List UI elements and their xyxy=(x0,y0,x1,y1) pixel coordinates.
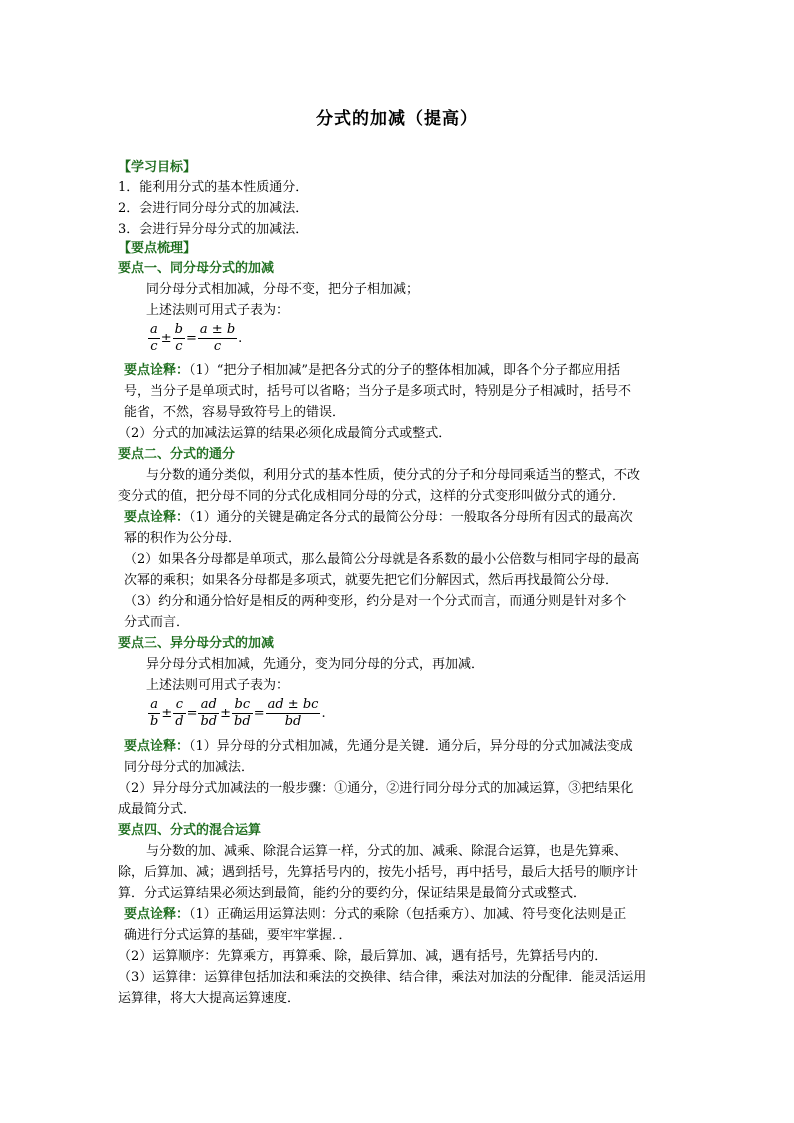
point3-formula: $\frac{a}{b}$ ± $\frac{c}{d}$ = $\frac{ad}{bd}$ ± $\frac{bc}{bd}$ = $\frac{ad \pm bc}{bd}$ . xyxy=(150,697,326,729)
point4-note2: （2）运算顺序：先算乘方，再算乘、除，最后算加、减，遇有括号，先算括号内的． xyxy=(118,949,608,964)
fraction-a-over-c: $\frac{a}{c}$ xyxy=(150,322,158,354)
point1-note1-line1: 要点诠释：（1）“把分子相加减”是把各分式的分子的整体相加减，即各个分子都应用括 xyxy=(124,363,621,378)
point4-paragraph-line2: 除，后算加、减；遇到括号，先算括号内的，按先小括号，再中括号，最后大括号的顺序计 xyxy=(118,865,639,880)
point2-note1-line2: 幂的积作为公分母． xyxy=(124,531,242,546)
point2-note3-line1: （3）约分和通分恰好是相反的两种变形，约分是对一个分式而言，而通分则是针对多个 xyxy=(124,594,627,609)
point3-note1-line1: 要点诠释：（1）异分母的分式相加减，先通分是关键．通分后，异分母的分式加减法变成 xyxy=(124,739,633,754)
point1-heading: 要点一、同分母分式的加减 xyxy=(118,261,275,276)
point1-note-label: 要点诠释： xyxy=(124,363,190,378)
point3-note-label: 要点诠释： xyxy=(124,739,190,754)
point1-note1-line3: 能省，不然，容易导致符号上的错误． xyxy=(124,405,346,420)
point4-paragraph-line1: 与分数的加、减乘、除混合运算一样，分式的加、减乘、除混合运算，也是先算乘、 xyxy=(146,844,628,859)
point4-note-label: 要点诠释： xyxy=(124,907,190,922)
point1-note1-line2: 号，当分子是单项式时，括号可以省略；当分子是多项式时，特别是分子相减时，括号不 xyxy=(124,384,632,399)
fraction-result-bd: $\frac{ad \pm bc}{bd}$ xyxy=(267,697,319,729)
fraction-c-over-d: $\frac{c}{d}$ xyxy=(175,697,184,729)
point2-note3-line2: 分式而言． xyxy=(124,615,190,630)
document-title: 分式的加减（提高） xyxy=(316,109,478,129)
point4-note3-line1: （3）运算律：运算律包括加法和乘法的交换律、结合律，乘法对加法的分配律．能灵活运用 xyxy=(118,970,647,985)
goal-item-2: 2．会进行同分母分式的加减法． xyxy=(118,201,309,216)
point4-paragraph-line3: 算．分式运算结果必须达到最简，能约分的要约分，保证结果是最简分式或整式． xyxy=(118,886,587,901)
point3-note2-line2: 成最简分式． xyxy=(118,802,197,817)
point4-note1-line1: 要点诠释：（1）正确运用运算法则：分式的乘除（包括乘方）、加减、符号变化法则是正 xyxy=(124,907,627,922)
point2-paragraph-line1: 与分数的通分类似，利用分式的基本性质，使分式的分子和分母同乘适当的整式，不改 xyxy=(146,468,641,483)
point2-note-label: 要点诠释： xyxy=(124,510,190,525)
fraction-bc-over-bd: $\frac{bc}{bd}$ xyxy=(234,697,251,729)
fraction-result: $\frac{a \pm b}{c}$ xyxy=(199,322,236,354)
point4-heading: 要点四、分式的混合运算 xyxy=(118,823,262,838)
point3-heading: 要点三、异分母分式的加减 xyxy=(118,636,275,651)
point1-formula-intro: 上述法则可用式子表为： xyxy=(146,303,290,318)
goals-heading: 【学习目标】 xyxy=(118,160,197,175)
fraction-b-over-c: $\frac{b}{c}$ xyxy=(174,322,183,354)
point2-heading: 要点二、分式的通分 xyxy=(118,447,236,462)
review-heading: 【要点梳理】 xyxy=(118,241,197,256)
point4-note3-line2: 运算律，将大大提高运算速度． xyxy=(118,991,301,1006)
goal-item-1: 1．能利用分式的基本性质通分． xyxy=(118,180,309,195)
point3-note2-line1: （2）异分母分式加减法的一般步骤：①通分，②进行同分母分式的加减运算，③把结果化 xyxy=(118,781,634,796)
point3-formula-intro: 上述法则可用式子表为： xyxy=(146,678,290,693)
point2-paragraph-line2: 变分式的值，把分母不同的分式化成相同分母的分式，这样的分式变形叫做分式的通分． xyxy=(118,489,626,504)
point3-note1-line2: 同分母分式的加减法． xyxy=(124,760,255,775)
point1-formula: $\frac{a}{c}$ ± $\frac{b}{c}$ = $\frac{a \pm b}{c}$ . xyxy=(150,322,243,354)
fraction-a-over-b: $\frac{a}{b}$ xyxy=(150,697,159,729)
fraction-ad-over-bd: $\frac{ad}{bd}$ xyxy=(200,697,218,729)
point4-note1-line2: 确进行分式运算的基础，要牢牢掌握．． xyxy=(124,928,352,943)
point1-rule: 同分母分式相加减，分母不变，把分子相加减； xyxy=(146,282,420,297)
point3-rule: 异分母分式相加减，先通分，变为同分母的分式，再加减． xyxy=(146,657,485,672)
point2-note2-line1: （2）如果各分母都是单项式，那么最简公分母就是各系数的最小公倍数与相同字母的最高 xyxy=(124,552,640,567)
goal-item-3: 3．会进行异分母分式的加减法． xyxy=(118,222,309,237)
point1-note2: （2）分式的加减法运算的结果必须化成最简分式或整式． xyxy=(118,426,452,441)
point2-note2-line2: 次幂的乘积；如果各分母都是多项式，就要先把它们分解因式，然后再找最简公分母． xyxy=(124,573,619,588)
point2-note1-line1: 要点诠释：（1）通分的关键是确定各分式的最简公分母：一般取各分母所有因式的最高次 xyxy=(124,510,633,525)
